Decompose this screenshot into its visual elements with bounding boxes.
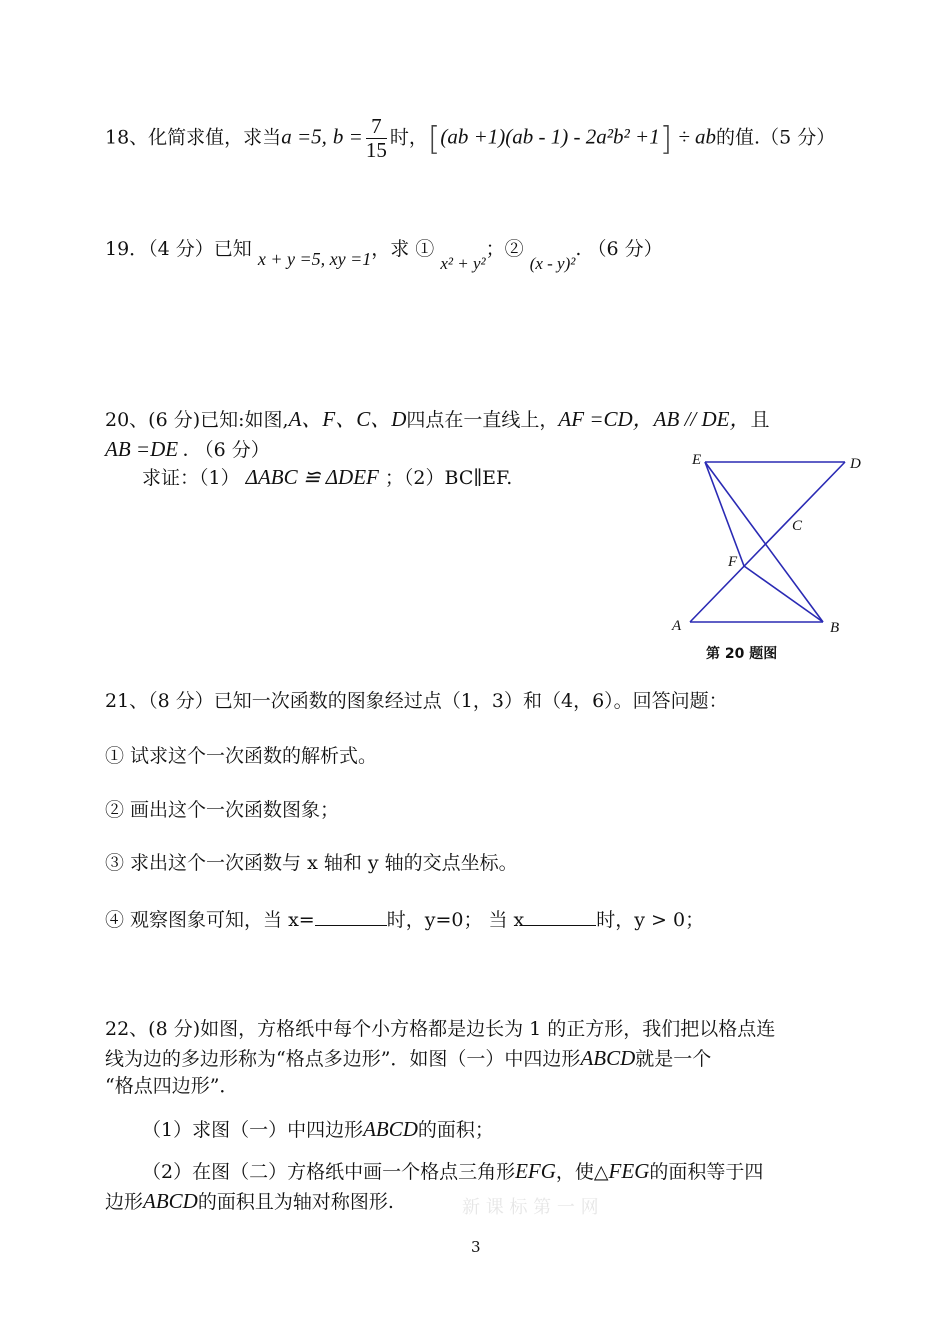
q19-sep: ；②: [485, 238, 524, 260]
q22-sub2-a: （2）在图（二）方格纸中画一个格点三角形: [142, 1161, 516, 1183]
q22-line6-a: 边形: [105, 1191, 144, 1213]
q18-suffix: 的值.（5 分）: [716, 126, 836, 149]
q21-item4-b: 时，y=0； 当 x: [386, 909, 525, 931]
q22-line1: 22、(8 分)如图，方格纸中每个小方格都是边长为 1 的正方形，我们把以格点连: [105, 1018, 776, 1040]
q20-prefix: 20、(6 分)已知:如图,: [105, 409, 289, 431]
q18-line: [105, 115, 835, 162]
q20-prove-rest: ；（2）BC∥EF.: [384, 467, 513, 489]
q21-stem: 21、（8 分）已知一次函数的图象经过点（1，3）和（4，6）。回答问题：: [105, 690, 728, 712]
answer-blank-2[interactable]: [524, 907, 596, 926]
q22-line6-b: 的面积且为轴对称图形.: [197, 1191, 394, 1213]
q19-line: [105, 238, 663, 273]
q22-sub1: [142, 1117, 494, 1142]
q19-given: x + y =5, xy =1: [257, 249, 372, 269]
q21-item-2: ② 画出这个一次函数图象；: [105, 799, 340, 821]
segment-EB: [705, 462, 823, 622]
q22-line3: “格点四边形”．: [105, 1075, 239, 1097]
q20-geometry-figure: [670, 450, 910, 650]
q18-left-bracket: [: [427, 119, 441, 158]
segment-EF: [705, 462, 744, 566]
q18-shi: 时，: [389, 126, 428, 149]
q20-figure-caption: 第 20 题图: [706, 646, 778, 662]
q20-line1: [105, 407, 770, 432]
label-E: E: [692, 452, 702, 468]
answer-blank-1[interactable]: [315, 907, 387, 926]
q22-sub1-a: （1）求图（一）中四边形: [142, 1119, 364, 1141]
q18-expression: (ab +1)(ab - 1) - 2a²b² +1: [440, 124, 660, 149]
q18-cond-a: a =5,: [281, 124, 327, 149]
q18-prefix: 18、化简求值，求当: [105, 126, 282, 149]
q22-line2-abcd: ABCD: [580, 1046, 636, 1070]
q19-suffix: . （6 分）: [575, 238, 663, 260]
q20-congruent: ΔABC ≌ ΔDEF: [245, 465, 379, 489]
label-F: F: [728, 554, 738, 570]
q20-ab-eq-de: AB =DE .: [105, 437, 189, 461]
q20-ab-de: AB // DE，: [653, 407, 751, 431]
q22-line2: [105, 1046, 711, 1071]
q19-prefix: 19．（4 分）已知: [105, 238, 252, 260]
label-D: D: [850, 456, 861, 472]
q20-points: A、F、C、D: [288, 407, 407, 431]
q18-cond-b: b =: [332, 124, 363, 149]
q21-item4-c: 时，y > 0；: [596, 909, 705, 931]
q21-item-4: [105, 907, 704, 932]
q19-expr1: x² + y²: [440, 254, 486, 273]
q20-score: （6 分）: [194, 439, 270, 461]
q22-line2-b: 就是一个: [635, 1048, 712, 1070]
q21-item-1: ① 试求这个一次函数的解析式。: [105, 745, 378, 767]
q18-fraction: [366, 115, 387, 162]
q21-item4-a: ④ 观察图象可知，当 x=: [105, 909, 315, 931]
label-A: A: [672, 618, 682, 634]
watermark: 新 课 标 第 一 网: [462, 1197, 599, 1218]
q22-sub1-abcd: ABCD: [363, 1117, 418, 1141]
q20-mid: 四点在一直线上，: [406, 409, 559, 431]
q18-frac-den: 15: [365, 138, 387, 163]
q20-af-cd: AF =CD，: [558, 407, 654, 431]
q20-and: 且: [750, 409, 770, 431]
q22-line6-abcd: ABCD: [143, 1189, 198, 1213]
label-B: B: [830, 620, 840, 636]
q22-sub1-b: 的面积；: [417, 1119, 494, 1141]
q22-sub2-b: ，使△: [555, 1161, 609, 1183]
q22-sub2-c: 的面积等于四: [649, 1161, 764, 1183]
q20-line2: [105, 437, 270, 462]
q22-line6: [105, 1189, 394, 1214]
q19-ask: ，求 ①: [371, 238, 435, 260]
label-C: C: [792, 518, 803, 534]
q20-line3: [142, 465, 512, 490]
q18-frac-num: 7: [366, 115, 387, 139]
q22-sub2-feg: FEG: [608, 1159, 650, 1183]
q19-expr2: (x - y)²: [529, 254, 576, 273]
segment-FB: [744, 566, 823, 622]
q18-right-bracket: ]: [659, 119, 673, 158]
q21-item-3: ③ 求出这个一次函数与 x 轴和 y 轴的交点坐标。: [105, 852, 518, 874]
q20-prove: 求证：（1）: [142, 467, 240, 489]
q22-sub2-efg: EFG: [515, 1159, 556, 1183]
q22-sub2: [142, 1159, 763, 1184]
q18-divide: ÷ ab: [678, 124, 717, 149]
page-number: 3: [471, 1238, 481, 1256]
q22-line2-a: 线为边的多边形称为“格点多边形”．如图（一）中四边形: [105, 1048, 581, 1070]
